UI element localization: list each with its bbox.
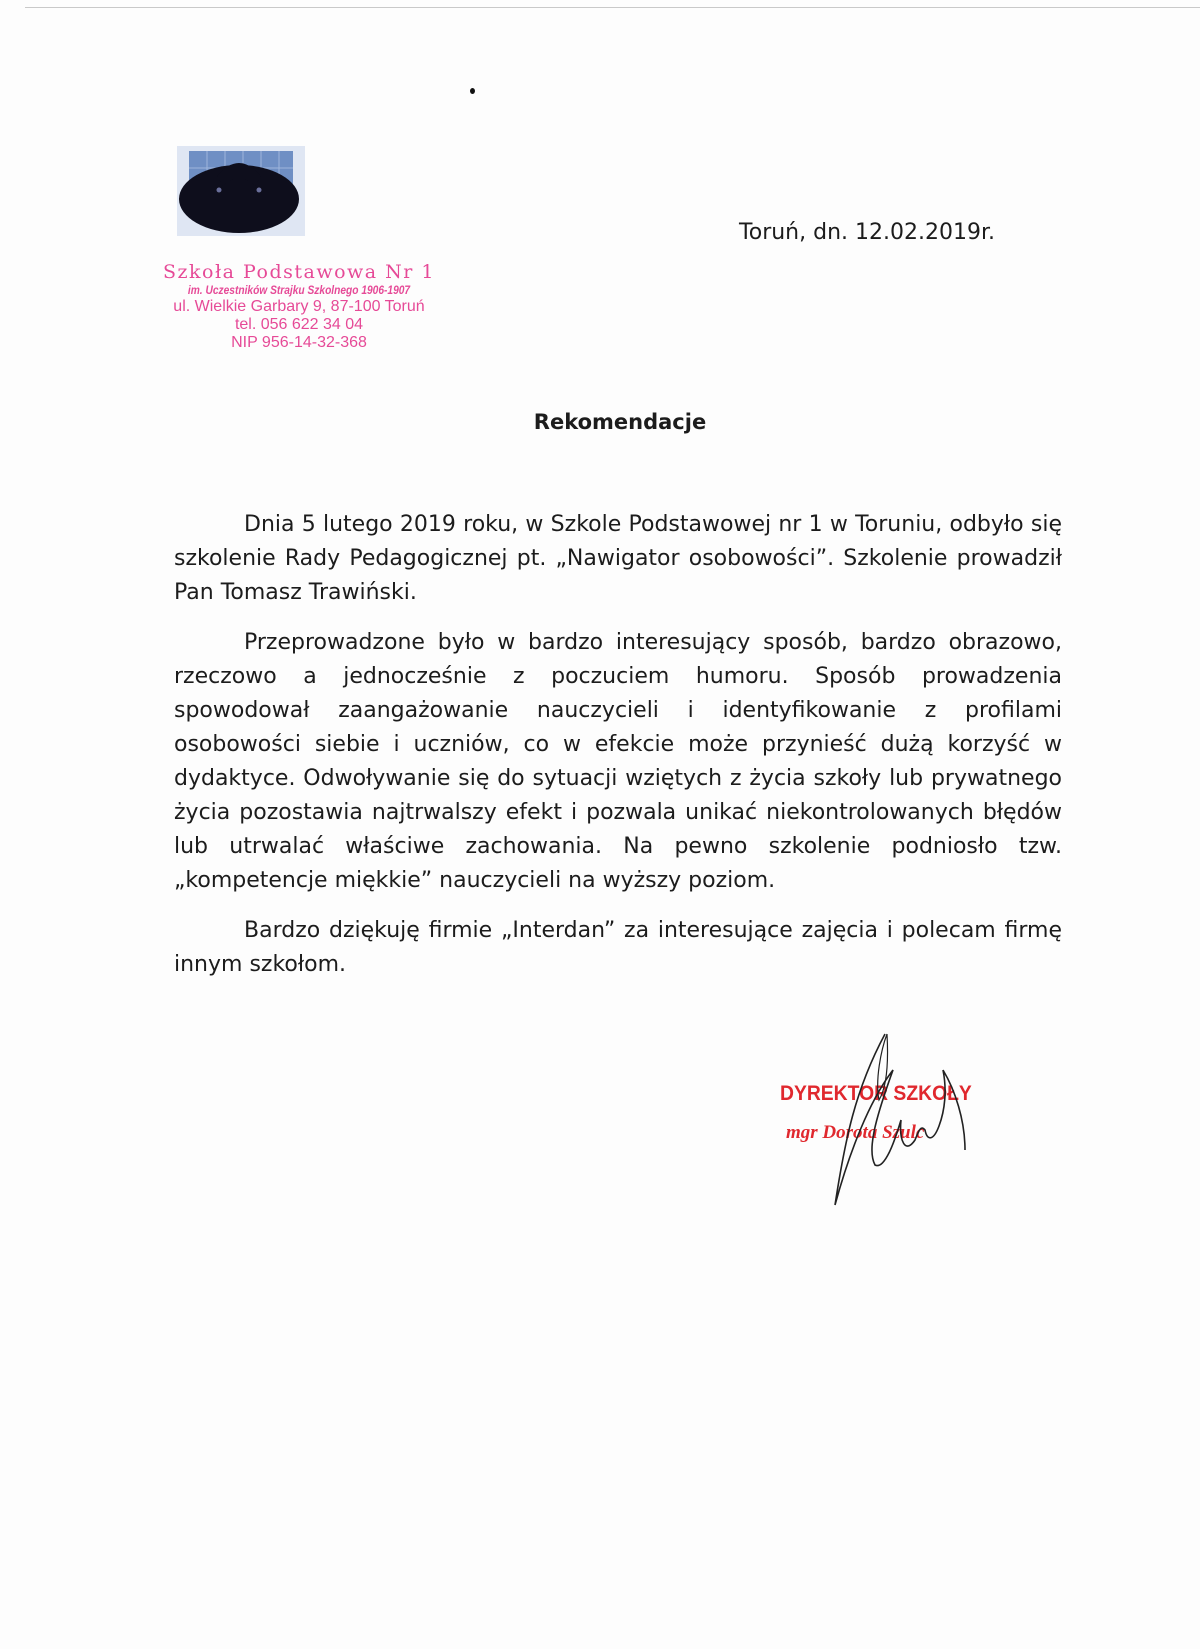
scan-speck xyxy=(470,88,475,94)
paragraph: Bardzo dziękuję firmie „Interdan” za interesujące zajęcia i polecam firmę innym szkołom. xyxy=(174,918,1062,977)
school-nip: NIP 956-14-32-368 xyxy=(231,334,367,352)
scan-top-edge xyxy=(25,7,1200,8)
paragraph: Dnia 5 lutego 2019 roku, w Szkole Podstawowej nr 1 w Toruniu, odbyło się szkolenie Rady Pedagogicznej pt. „Nawigator osobowości”. Szkolenie prowadził Pan Tomasz Trawiński. xyxy=(174,512,1062,605)
letter-date: Toruń, dn. 12.02.2019r. xyxy=(739,220,995,245)
school-stamp xyxy=(160,262,438,353)
school-logo xyxy=(177,146,305,236)
handwritten-signature xyxy=(815,1030,985,1210)
school-name: Szkoła Podstawowa Nr 1 xyxy=(162,261,435,283)
letter-body xyxy=(174,508,1062,998)
school-subtitle: im. Uczestników Strajku Szkolnego 1906-1907 xyxy=(187,282,411,297)
school-phone: tel. 056 622 34 04 xyxy=(234,316,364,334)
paragraph: Przeprowadzone było w bardzo interesujący sposób, bardzo obrazowo, rzeczowo a jednocześnie z poczuciem humoru. Sposób prowadzenia spowodował zaangażowanie nauczycieli i identyfikowanie z profilami osobowości siebie i uczniów, co w efekcie może przynieść dużą korzyść w dydaktyce. Odwoływanie się do sytuacji wziętych z życia szkoły lub prywatnego życia pozostawia najtrwalszy efekt i pozwala unikać niekontrolowanych błędów lub utrwalać właściwe zachowania. Na pewno szkolenie podniosło tzw. „kompetencje miękkie” nauczycieli na wyższy poziom. xyxy=(174,630,1062,893)
document-title: Rekomendacje xyxy=(533,410,707,434)
school-address: ul. Wielkie Garbary 9, 87-100 Toruń xyxy=(173,297,425,315)
director-name: mgr Dorota Szulc xyxy=(786,1122,925,1143)
director-role: DYREKTOR SZKOŁY xyxy=(780,1082,972,1105)
